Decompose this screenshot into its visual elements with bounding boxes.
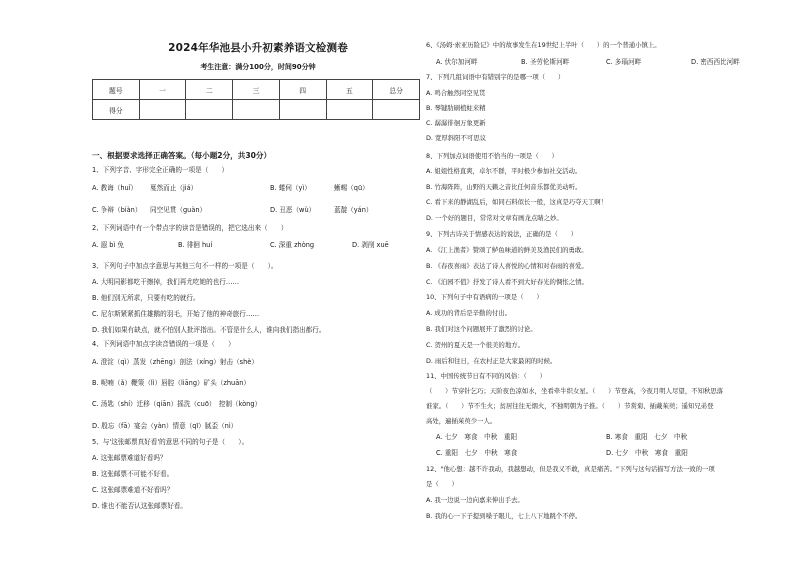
question-8-option-b: B. 竹海阵阵，山野的天籁之音比任何音乐都优美动听。 — [426, 183, 582, 191]
option-b: B. 圣劳伦斯河畔 — [521, 58, 570, 66]
score-cell: 得分 — [93, 100, 140, 120]
question-5: 5、与'这张邮票真好看'的意思不同的句子是（ ）。 — [92, 438, 249, 446]
option-d: D. 剥削 xuē — [352, 241, 389, 249]
option-a-extra: 戛然而止（jiá） — [150, 184, 198, 192]
score-input-cell[interactable] — [186, 100, 233, 120]
option-a: A. 伏尔加河畔 — [436, 58, 478, 66]
option-b: B. 徘徊 huí — [178, 241, 213, 249]
option-a: A. 教诲（huǐ） — [92, 184, 138, 192]
option-b: B. 寒食 重阳 七夕 中秋 — [606, 433, 688, 441]
question-3: 3、下列句子中加点字意思与其他三句不一样的一项是（ ）。 — [92, 262, 278, 270]
question-8-option-d: D. 一个好的题目，常常对文章有画龙点睛之妙。 — [426, 214, 563, 222]
score-cell: 五 — [326, 80, 373, 100]
question-6: 6、《汤姆·索亚历险记》中的故事发生在19世纪上半叶（ ）的一个普通小镇上。 — [426, 41, 661, 49]
score-table — [92, 79, 420, 120]
score-table-row-header — [93, 80, 420, 100]
question-8-option-a: A. 姐姐性格直爽，卓尔不群，平时极少参加社交活动。 — [426, 167, 582, 175]
option-d: D. 丑恶（wù） — [270, 206, 316, 214]
question-9-option-b: B. 《春夜喜雨》表达了诗人喜悦的心情和对春雨的喜爱。 — [426, 262, 588, 270]
question-4-option-a: A. 澄淀（qì）蒸发（zhēng）剖法（xíng）射击（shè） — [92, 358, 258, 366]
score-cell: 三 — [233, 80, 280, 100]
option-d-extra: 蓝靛（yán） — [334, 206, 373, 214]
question-9-option-a: A. 《江上渔者》赞颂了鲈鱼味道的鲜美及渔民们的勇敢。 — [426, 246, 588, 254]
question-11-stem-line2: 谁家。（ ）节不生火；贫居往往无烟火，不独明朝为子推。（ ）节赏菊、插戴茱萸；遥知兄弟登 — [426, 402, 714, 410]
option-c: C. 争辩（biàn） — [92, 206, 142, 214]
question-5-option-c: C. 这张邮票难道不好看吗？ — [92, 486, 174, 494]
exam-notice: 考生注意：满分100分，时间90分钟 — [200, 63, 316, 71]
question-11-stem-line1: （ ）节穿针乞巧；天阶夜色凉如水，坐看牵牛织女星。（ ）节登高，今夜月明人尽望，不知秋思落 — [426, 387, 724, 395]
option-b-extra: 蜥蜴（qū） — [334, 184, 369, 192]
question-10-option-a: A. 成功的背后是辛勤的付出。 — [426, 309, 512, 317]
question-12-option-b: B. 我的心一下子提到嗓子眼儿，七上八下地跳个不停。 — [426, 512, 582, 520]
question-11-stem-line3: 高处，遍插茱萸少一人。 — [426, 417, 497, 425]
question-10: 10、下列句子中有语病的一项是（ ） — [426, 293, 543, 301]
exam-title: 2024年华池县小升初素养语文检测卷 — [168, 42, 348, 54]
question-8-option-c: C. 看下来的静湖乱后，如同石料似长一般，这真是巧夺天工啊！ — [426, 198, 608, 206]
question-7-option-a: A. 鸣合触然同空见贯 — [426, 89, 486, 97]
question-3-option-c: C. 尼尔斯紧紧抓住雄鹅的羽毛，开始了他的神奇旅行…… — [92, 310, 260, 318]
question-4-option-d: D. 殷忘（fā）宴会（yàn）情意（qī）腻歪（nì） — [92, 422, 238, 430]
question-7: 7、下列几组词语中有错别字的是哪一项（ ） — [426, 73, 565, 81]
option-c-extra: 同空见贯（guàn） — [150, 206, 207, 214]
question-5-option-a: A. 这张邮票难道好看吗？ — [92, 454, 167, 462]
question-4-option-b: B. 呢喃（ǎ）鞭策（lì）唇腔（liāng）矿头（zhuān） — [92, 379, 251, 387]
option-b: B. 蜷伺（yì） — [270, 184, 311, 192]
question-7-option-d: D. 宽厚斜阳不可思议 — [426, 134, 487, 142]
score-input-cell[interactable] — [139, 100, 186, 120]
question-12: 12、"他心想：越不许我动，我越想动，但是我又不敢，真是痛苦。"下列与这句话描写方法一致的一项 — [426, 465, 715, 473]
question-2: 2、下列词语中有一个带点字的读音是错误的，把它选出来（ ） — [92, 224, 288, 232]
score-cell: 四 — [279, 80, 326, 100]
score-input-cell[interactable] — [326, 100, 373, 120]
question-12-option-a: A. 我一边说一边向嘉来伸出手去。 — [426, 496, 524, 504]
score-cell: 题号 — [93, 80, 140, 100]
question-12-tail: 是（ ） — [426, 480, 458, 488]
question-10-option-c: C. 贺州的夏天是一个很美的地方。 — [426, 341, 524, 349]
option-c: C. 深重 zhòng — [270, 241, 315, 249]
question-7-option-c: C. 潺潺徘徊万象更新 — [426, 119, 486, 127]
question-7-option-b: B. 琴键肋刷植蛀来精 — [426, 104, 486, 112]
question-4-option-c: C. 汤匙（shí）迁移（qiān）摇洗（cuō） 控制（kòng） — [92, 400, 262, 408]
score-cell: 二 — [186, 80, 233, 100]
question-8: 8、下列加点词语使用不恰当的一项是（ ） — [426, 152, 558, 160]
option-a: A. 遐 bì 免 — [92, 241, 124, 249]
score-input-cell[interactable] — [373, 100, 420, 120]
question-11: 11、中国传统节日有不同的风俗：（ ） — [426, 372, 546, 380]
score-input-cell[interactable] — [233, 100, 280, 120]
option-d: D. 七夕 中秋 寒食 重阳 — [606, 449, 688, 457]
question-4: 4、下列词语中加点字读音错误的一项是（ ） — [92, 340, 235, 348]
question-3-option-d: D. 我们如果有缺点，就不怕别人批评指出。不管是什么人，谁向我们指出都行。 — [92, 326, 326, 334]
score-cell: 一 — [139, 80, 186, 100]
option-c: C. 重阳 七夕 中秋 寒食 — [436, 449, 518, 457]
question-1: 1、下列字音、字形完全正确的一项是（ ） — [92, 166, 229, 174]
question-9-option-c: C. 《泊园不值》抒发了诗人看不到大好春光的惆怅之情。 — [426, 278, 588, 286]
option-a: A. 七夕 寒食 中秋 重阳 — [436, 433, 518, 441]
question-10-option-d: D. 雨后和往日，在农村正是大家最闲的时候。 — [426, 357, 557, 365]
score-input-cell[interactable] — [279, 100, 326, 120]
question-5-option-d: D. 谁也不能否认这张邮票好看。 — [92, 502, 187, 510]
score-cell: 总分 — [373, 80, 420, 100]
section-heading: 一、根据要求选择正确答案。（每小题2分，共30分） — [92, 151, 272, 160]
option-c: C. 多瑙河畔 — [606, 58, 642, 66]
option-d: D. 密西西比河畔 — [691, 58, 740, 66]
score-table-row-score — [93, 100, 420, 120]
question-5-option-b: B. 这张邮票不可能不好看。 — [92, 470, 174, 478]
question-3-option-b: B. 他们别无所求，只要有吃的就行。 — [92, 294, 200, 302]
question-10-option-b: B. 我们对这个问题展开了激烈的讨论。 — [426, 325, 537, 333]
question-9: 9、下列古诗关于情感表达的说法，正确的是（ ） — [426, 230, 578, 238]
question-3-option-a: A. 大明同影都吃干擦掉，我们再尤吃她的也行…… — [92, 278, 240, 286]
